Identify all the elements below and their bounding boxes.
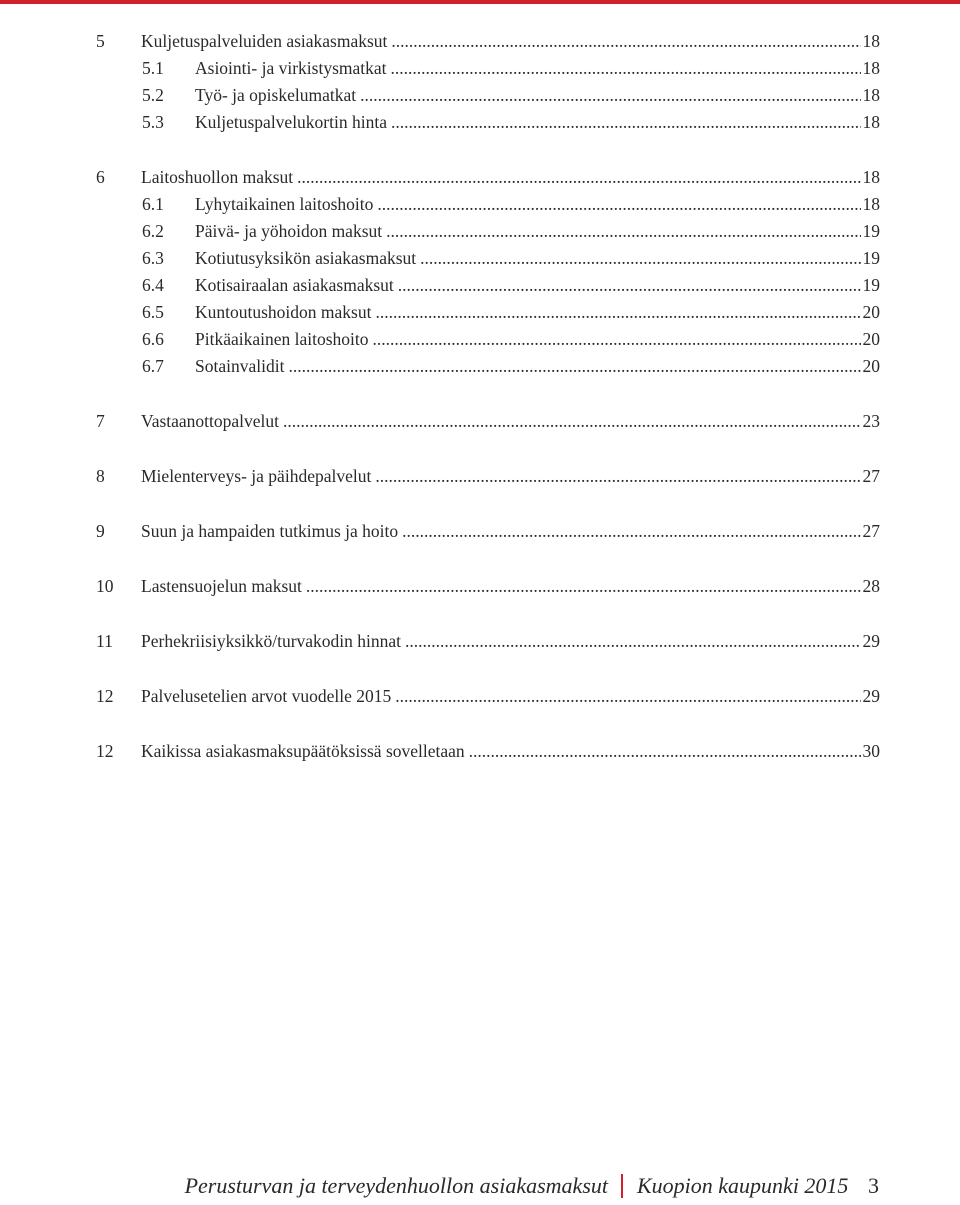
toc-entry-page: 28 [862,576,880,596]
toc-entry-page: 20 [862,302,880,322]
toc-entry-title: Perhekriisiyksikkö/turvakodin hinnat [141,631,402,651]
toc-entry-number: 5 [96,31,105,51]
toc-entry-page: 29 [862,631,880,651]
toc-entry-page: 19 [862,275,880,295]
toc-entry-number: 6.3 [142,248,164,268]
toc-dot-leader [398,272,861,299]
toc-subentry[interactable] [96,272,880,299]
toc-entry-title: Vastaanottopalvelut [141,411,280,431]
toc-entry[interactable] [96,683,880,710]
footer-publisher: Kuopion kaupunki 2015 [637,1173,849,1198]
toc-entry-number: 7 [96,411,105,431]
toc-entry-number: 10 [96,576,114,596]
toc-entry[interactable] [96,628,880,655]
toc-entry-title: Kuntoutushoidon maksut [195,302,372,322]
toc-entry-line [195,299,880,326]
toc-entry-line [195,218,880,245]
toc-entry-title: Lastensuojelun maksut [141,576,302,596]
toc-subentry[interactable] [96,353,880,380]
toc-dot-leader [391,109,861,136]
toc-entry-number: 12 [96,686,114,706]
toc-entry-number: 6.1 [142,194,164,214]
toc-entry-page: 18 [862,31,880,51]
toc-entry-number: 11 [96,631,113,651]
toc-dot-leader [391,55,861,82]
toc-dot-leader [288,353,860,380]
toc-entry-page: 18 [862,194,880,214]
toc-entry-line [141,518,880,545]
toc-entry-page: 30 [862,741,880,761]
footer-separator [621,1174,623,1198]
toc-subentry[interactable] [96,299,880,326]
toc-entry-title: Suun ja hampaiden tutkimus ja hoito [141,521,399,541]
toc-entry-number: 6.5 [142,302,164,322]
toc-entry-title: Asiointi- ja virkistysmatkat [195,58,387,78]
toc-entry[interactable] [96,738,880,765]
toc-entry-number: 5.2 [142,85,164,105]
toc-entry-line [195,353,880,380]
toc-entry-line [141,28,880,55]
toc-entry-line [141,628,880,655]
toc-entry[interactable] [96,573,880,600]
toc-entry[interactable] [96,408,880,435]
toc-entry-page: 18 [862,58,880,78]
toc-entry-number: 8 [96,466,105,486]
toc-dot-leader [375,299,860,326]
toc-entry-line [195,272,880,299]
toc-entry-title: Palvelusetelien arvot vuodelle 2015 [141,686,392,706]
toc-entry-line [141,408,880,435]
toc-entry-page: 19 [862,221,880,241]
toc-entry[interactable] [96,518,880,545]
toc-dot-leader [283,408,860,435]
toc-entry-title: Kuljetuspalvelukortin hinta [195,112,387,132]
toc-entry[interactable] [96,463,880,490]
toc-entry-number: 5.1 [142,58,164,78]
toc-dot-leader [469,738,861,765]
toc-entry-line [195,326,880,353]
toc-subentry[interactable] [96,326,880,353]
page-number: 3 [868,1173,879,1198]
toc-entry-line [195,191,880,218]
toc-entry-title: Kaikissa asiakasmaksupäätöksissä sovelletaan [141,741,465,761]
toc-entry-line [141,738,880,765]
toc-entry-page: 20 [862,356,880,376]
toc-entry-page: 18 [862,85,880,105]
toc-entry-number: 5.3 [142,112,164,132]
toc-entry[interactable] [96,28,880,55]
toc-dot-leader [386,218,860,245]
toc-entry-line [195,109,880,136]
toc-entry-number: 12 [96,741,114,761]
toc-dot-leader [297,164,860,191]
top-red-rule [0,0,960,4]
toc-entry[interactable] [96,164,880,191]
toc-entry-line [141,463,880,490]
toc-subentry[interactable] [96,191,880,218]
toc-entry-page: 27 [862,466,880,486]
toc-entry-page: 23 [862,411,880,431]
toc-entry-number: 6.4 [142,275,164,295]
table-of-contents [96,28,880,765]
toc-entry-number: 6.2 [142,221,164,241]
toc-entry-title: Kuljetuspalveluiden asiakasmaksut [141,31,388,51]
toc-entry-page: 29 [862,686,880,706]
footer-publication-title: Perusturvan ja terveydenhuollon asiakasmaksut [184,1173,608,1198]
toc-entry-title: Päivä- ja yöhoidon maksut [195,221,383,241]
toc-entry-title: Kotisairaalan asiakasmaksut [195,275,394,295]
toc-entry-title: Pitkäaikainen laitoshoito [195,329,369,349]
toc-subentry[interactable] [96,245,880,272]
toc-dot-leader [306,573,861,600]
toc-dot-leader [377,191,860,218]
toc-dot-leader [395,683,860,710]
toc-entry-line [141,683,880,710]
toc-dot-leader [375,463,860,490]
toc-entry-title: Työ- ja opiskelumatkat [195,85,357,105]
toc-entry-line [195,245,880,272]
toc-entry-number: 9 [96,521,105,541]
toc-dot-leader [360,82,860,109]
toc-entry-line [141,164,880,191]
toc-entry-page: 18 [862,167,880,187]
toc-dot-leader [373,326,861,353]
toc-entry-title: Mielenterveys- ja päihdepalvelut [141,466,372,486]
toc-dot-leader [391,28,860,55]
toc-entry-title: Lyhytaikainen laitoshoito [195,194,374,214]
toc-entry-number: 6 [96,167,105,187]
toc-entry-number: 6.6 [142,329,164,349]
page-footer [0,1170,960,1202]
toc-entry-page: 19 [862,248,880,268]
toc-entry-line [195,82,880,109]
toc-subentry[interactable] [96,109,880,136]
toc-entry-line [195,55,880,82]
toc-entry-title: Laitoshuollon maksut [141,167,294,187]
toc-dot-leader [402,518,860,545]
toc-entry-line [141,573,880,600]
toc-entry-page: 18 [862,112,880,132]
toc-entry-page: 27 [862,521,880,541]
toc-subentry[interactable] [96,82,880,109]
toc-subentry[interactable] [96,218,880,245]
toc-entry-title: Sotainvalidit [195,356,285,376]
toc-entry-number: 6.7 [142,356,164,376]
toc-dot-leader [420,245,860,272]
toc-entry-page: 20 [862,329,880,349]
toc-subentry[interactable] [96,55,880,82]
toc-entry-title: Kotiutusyksikön asiakasmaksut [195,248,417,268]
toc-dot-leader [405,628,860,655]
